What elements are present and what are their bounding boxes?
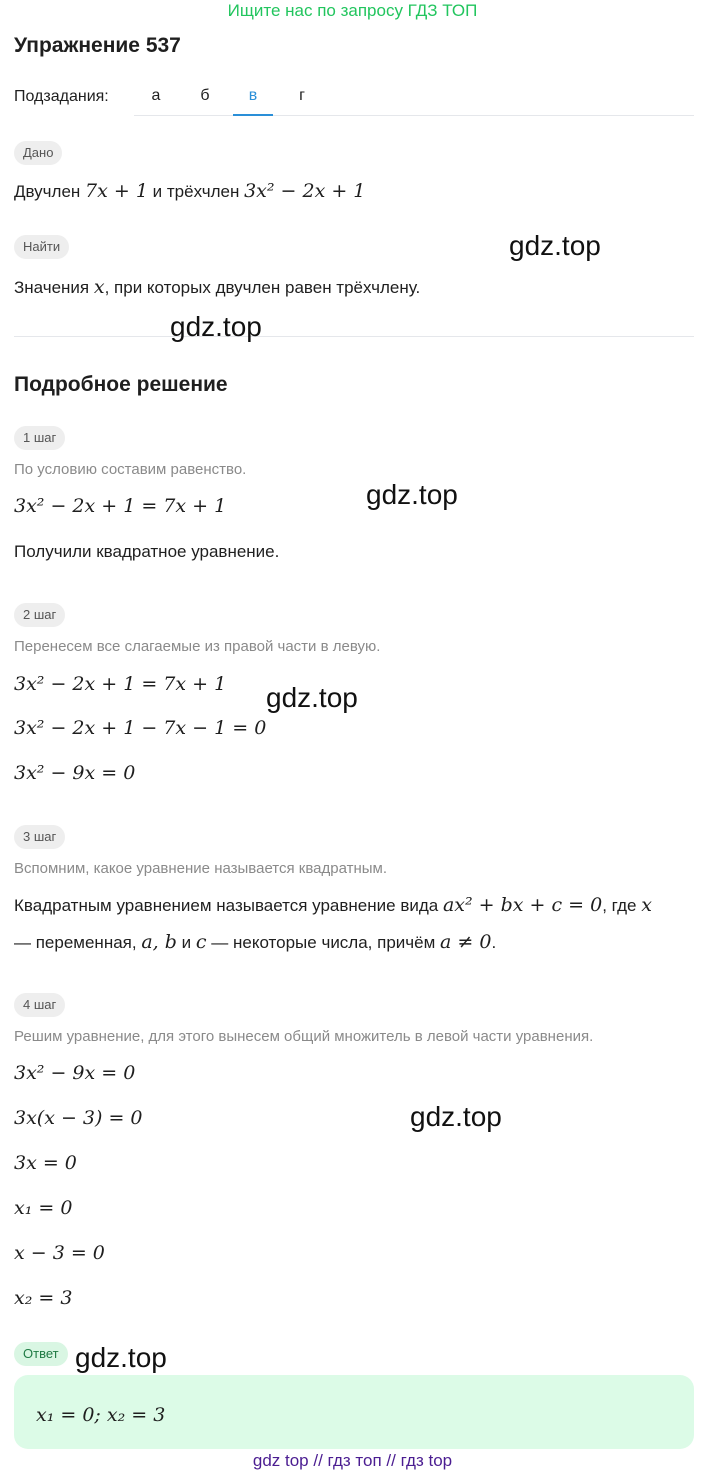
divider bbox=[14, 336, 694, 337]
step-3-definition-line-2 bbox=[14, 930, 496, 954]
find-text bbox=[14, 275, 420, 299]
step-2-line-2: 3x² − 2x + 1 − 7x − 1 = 0 bbox=[14, 717, 267, 739]
search-banner: Ищите нас по запросу ГДЗ ТОП bbox=[227, 1, 478, 20]
watermark: gdz.top bbox=[509, 230, 601, 261]
given-text-a: Двучлен bbox=[14, 182, 81, 201]
find-text-a: Значения bbox=[14, 278, 90, 297]
answer-box bbox=[14, 1375, 694, 1449]
watermark: gdz.top bbox=[366, 479, 458, 510]
given-text-b: и трёхчлен bbox=[152, 182, 240, 201]
watermark: gdz.top bbox=[170, 311, 262, 342]
step-4-line-2: 3x(x − 3) = 0 bbox=[14, 1107, 143, 1129]
definition-vars-ab: a, b bbox=[141, 931, 177, 953]
subtask-tabs bbox=[134, 81, 694, 116]
step-4-badge: 4 шаг bbox=[14, 993, 65, 1017]
tab-v[interactable]: в bbox=[233, 81, 273, 116]
definition-expr: ax² + bx + c = 0 bbox=[442, 894, 603, 916]
given-badge: Дано bbox=[14, 141, 62, 165]
footer-link-3[interactable]: гдз top bbox=[400, 1451, 453, 1470]
definition-comma: , где bbox=[602, 896, 637, 915]
footer-link-1[interactable]: gdz top bbox=[252, 1451, 309, 1470]
step-1-line-1: 3x² − 2x + 1 = 7x + 1 bbox=[14, 495, 227, 517]
step-4-line-5: x − 3 = 0 bbox=[14, 1242, 105, 1264]
step-2-line-1: 3x² − 2x + 1 = 7x + 1 bbox=[14, 673, 227, 695]
given-text bbox=[14, 179, 365, 203]
subtasks-label: Подзадания: bbox=[14, 88, 109, 105]
step-4-line-3: 3x = 0 bbox=[14, 1152, 77, 1174]
definition-variable-text: — переменная, bbox=[14, 933, 137, 952]
footer-link-2[interactable]: гдз топ bbox=[327, 1451, 382, 1470]
page-title: Упражнение 537 bbox=[14, 34, 181, 57]
definition-condition: a ≠ 0 bbox=[440, 931, 492, 953]
step-3-badge: 3 шаг bbox=[14, 825, 65, 849]
step-1-hint: По условию составим равенство. bbox=[14, 461, 247, 478]
step-2-badge: 2 шаг bbox=[14, 603, 65, 627]
step-3-definition-line-1 bbox=[14, 893, 652, 917]
given-expr-a: 7x + 1 bbox=[85, 180, 148, 202]
given-expr-b: 3x² − 2x + 1 bbox=[244, 180, 366, 202]
footer-separator: // bbox=[313, 1451, 323, 1470]
definition-and: и bbox=[181, 933, 192, 952]
footer-links bbox=[0, 1450, 705, 1472]
watermark: gdz.top bbox=[410, 1101, 502, 1132]
step-4-hint: Решим уравнение, для этого вынесем общий множитель в левой части уравнения. bbox=[14, 1028, 594, 1045]
step-1-note: Получили квадратное уравнение. bbox=[14, 542, 280, 561]
tab-a[interactable]: а bbox=[151, 87, 161, 104]
find-badge: Найти bbox=[14, 235, 69, 259]
definition-numbers-text: — некоторые числа, причём bbox=[211, 933, 436, 952]
step-4-line-4: x₁ = 0 bbox=[14, 1197, 73, 1219]
solution-heading: Подробное решение bbox=[14, 373, 228, 396]
step-2-line-3: 3x² − 9x = 0 bbox=[14, 762, 136, 784]
step-2-hint: Перенесем все слагаемые из правой части в левую. bbox=[14, 638, 381, 655]
step-4-line-1: 3x² − 9x = 0 bbox=[14, 1062, 136, 1084]
step-4-line-6: x₂ = 3 bbox=[14, 1287, 73, 1309]
definition-var-c: c bbox=[195, 931, 207, 953]
footer-separator: // bbox=[386, 1451, 396, 1470]
definition-var-x: x bbox=[641, 894, 652, 916]
answer-badge: Ответ bbox=[14, 1342, 68, 1366]
step-1-badge: 1 шаг bbox=[14, 426, 65, 450]
find-var: x bbox=[93, 276, 105, 298]
tab-b[interactable]: б bbox=[200, 87, 210, 104]
watermark: gdz.top bbox=[266, 682, 358, 713]
answer-value: x₁ = 0; x₂ = 3 bbox=[36, 1404, 166, 1426]
tab-g[interactable]: г bbox=[299, 87, 305, 104]
watermark: gdz.top bbox=[75, 1342, 167, 1373]
find-text-b: , при которых двучлен равен трёхчлену. bbox=[104, 278, 421, 297]
definition-period: . bbox=[491, 933, 497, 952]
step-3-hint: Вспомним, какое уравнение называется квадратным. bbox=[14, 860, 388, 877]
definition-text: Квадратным уравнением называется уравнение вида bbox=[14, 896, 439, 915]
